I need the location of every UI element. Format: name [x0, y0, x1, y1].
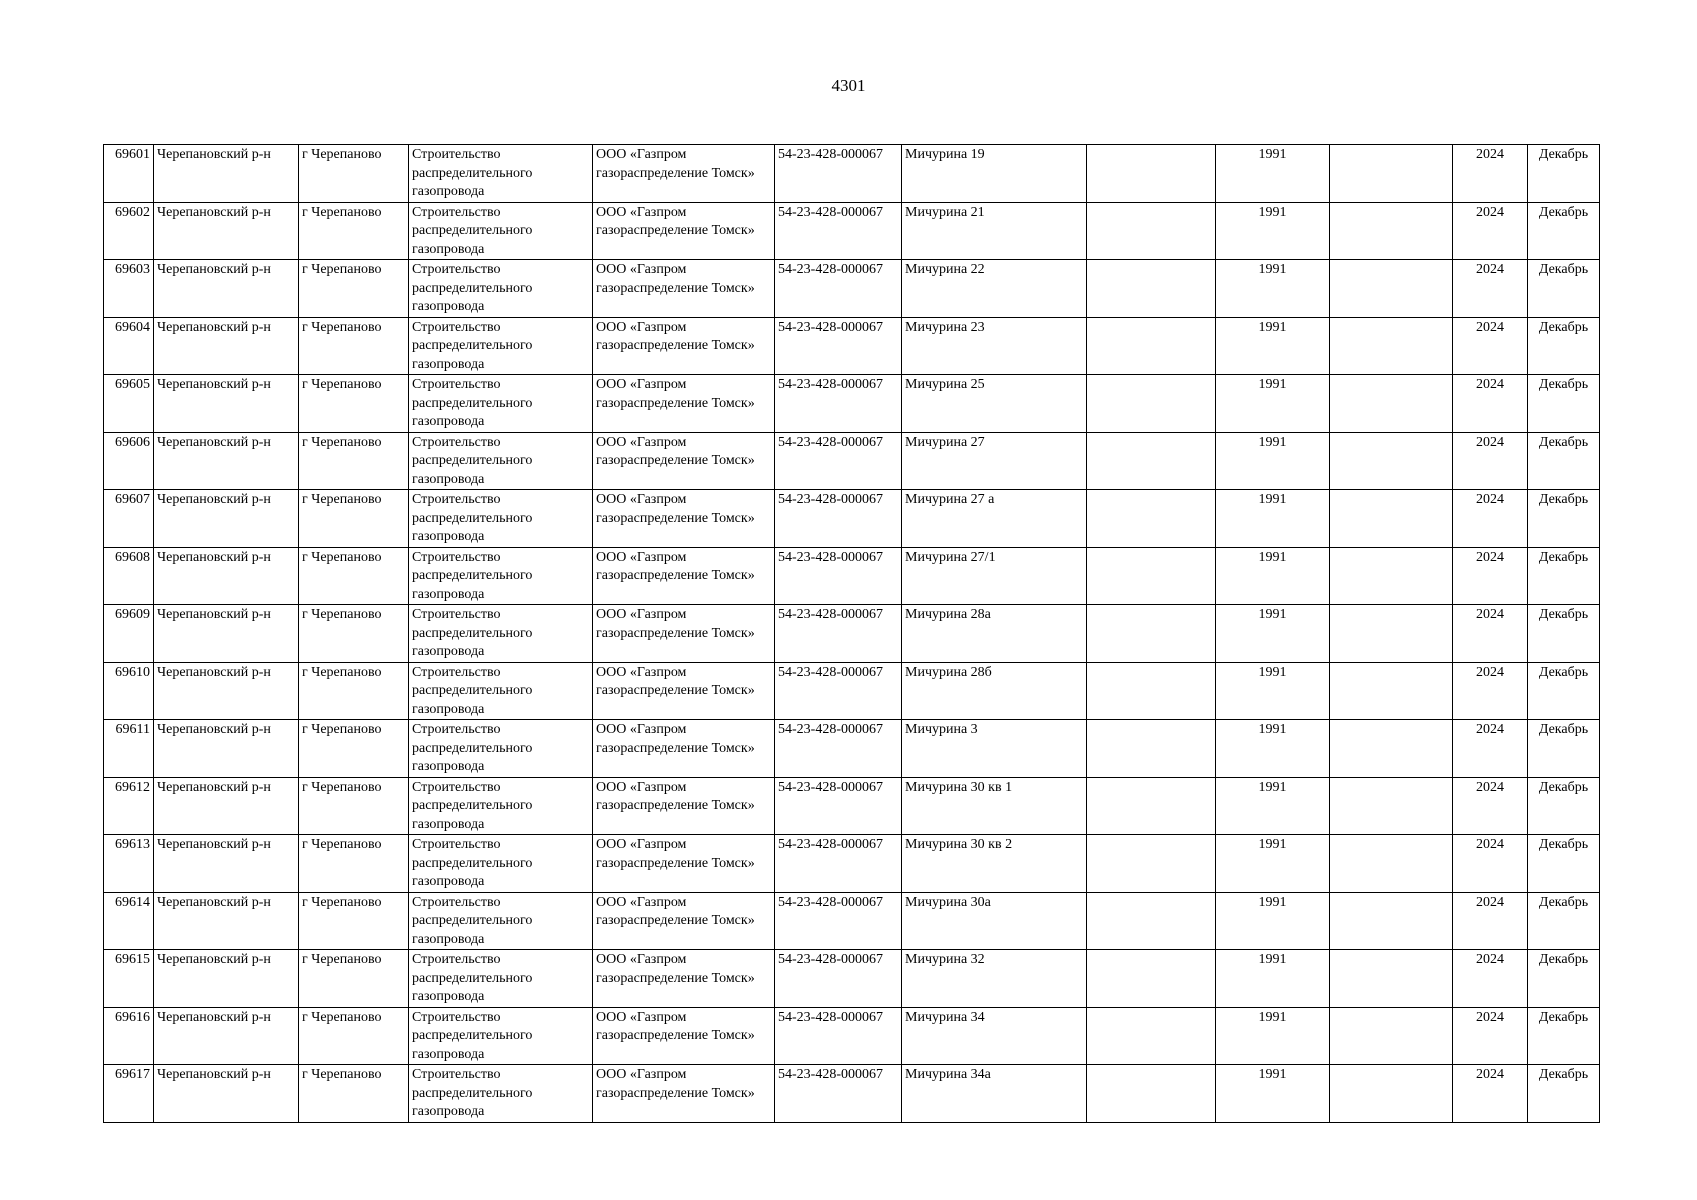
cell-year-built: 1991	[1216, 317, 1330, 375]
cell-year-plan: 2024	[1453, 375, 1528, 433]
cell-code: 54-23-428-000067	[775, 1065, 902, 1123]
cell-code: 54-23-428-000067	[775, 260, 902, 318]
cell-district: Черепановский р-н	[154, 375, 299, 433]
cell-address: Мичурина 27	[902, 432, 1087, 490]
cell-address: Мичурина 30 кв 1	[902, 777, 1087, 835]
cell-work: Строительство распределительного газопровода	[409, 1007, 593, 1065]
cell-empty	[1087, 835, 1216, 893]
cell-year-built: 1991	[1216, 547, 1330, 605]
registry-table	[103, 144, 1600, 1123]
cell-address: Мичурина 30 кв 2	[902, 835, 1087, 893]
cell-locality: г Черепаново	[299, 375, 409, 433]
table-row	[104, 605, 1600, 663]
registry-body	[104, 145, 1600, 1123]
cell-address: Мичурина 3	[902, 720, 1087, 778]
cell-work: Строительство распределительного газопровода	[409, 605, 593, 663]
cell-empty	[1330, 950, 1453, 1008]
cell-organization: ООО «Газпром газораспределение Томск»	[593, 202, 775, 260]
cell-empty	[1330, 777, 1453, 835]
cell-district: Черепановский р-н	[154, 490, 299, 548]
cell-empty	[1087, 1065, 1216, 1123]
cell-district: Черепановский р-н	[154, 835, 299, 893]
cell-organization: ООО «Газпром газораспределение Томск»	[593, 1007, 775, 1065]
cell-year-built: 1991	[1216, 260, 1330, 318]
cell-year-built: 1991	[1216, 892, 1330, 950]
cell-locality: г Черепаново	[299, 720, 409, 778]
cell-code: 54-23-428-000067	[775, 777, 902, 835]
cell-address: Мичурина 28а	[902, 605, 1087, 663]
cell-year-plan: 2024	[1453, 432, 1528, 490]
cell-id: 69615	[104, 950, 154, 1008]
cell-month: Декабрь	[1528, 662, 1600, 720]
cell-district: Черепановский р-н	[154, 260, 299, 318]
table-row	[104, 892, 1600, 950]
cell-year-built: 1991	[1216, 605, 1330, 663]
cell-year-built: 1991	[1216, 145, 1330, 203]
cell-organization: ООО «Газпром газораспределение Томск»	[593, 1065, 775, 1123]
cell-work: Строительство распределительного газопровода	[409, 835, 593, 893]
cell-month: Декабрь	[1528, 1065, 1600, 1123]
cell-work: Строительство распределительного газопровода	[409, 317, 593, 375]
cell-empty	[1330, 317, 1453, 375]
cell-work: Строительство распределительного газопровода	[409, 202, 593, 260]
cell-district: Черепановский р-н	[154, 605, 299, 663]
cell-organization: ООО «Газпром газораспределение Томск»	[593, 950, 775, 1008]
cell-empty	[1087, 777, 1216, 835]
cell-empty	[1087, 662, 1216, 720]
cell-code: 54-23-428-000067	[775, 950, 902, 1008]
cell-address: Мичурина 25	[902, 375, 1087, 433]
cell-organization: ООО «Газпром газораспределение Томск»	[593, 375, 775, 433]
cell-locality: г Черепаново	[299, 1065, 409, 1123]
cell-year-plan: 2024	[1453, 605, 1528, 663]
table-row	[104, 260, 1600, 318]
table-row	[104, 1065, 1600, 1123]
cell-month: Декабрь	[1528, 720, 1600, 778]
cell-year-plan: 2024	[1453, 950, 1528, 1008]
table-row	[104, 1007, 1600, 1065]
cell-month: Декабрь	[1528, 490, 1600, 548]
cell-empty	[1330, 145, 1453, 203]
cell-work: Строительство распределительного газопровода	[409, 547, 593, 605]
cell-month: Декабрь	[1528, 547, 1600, 605]
cell-empty	[1087, 432, 1216, 490]
cell-id: 69601	[104, 145, 154, 203]
cell-id: 69605	[104, 375, 154, 433]
cell-month: Декабрь	[1528, 605, 1600, 663]
cell-id: 69614	[104, 892, 154, 950]
cell-year-plan: 2024	[1453, 490, 1528, 548]
cell-address: Мичурина 22	[902, 260, 1087, 318]
page-number: 4301	[831, 76, 866, 95]
cell-organization: ООО «Газпром газораспределение Томск»	[593, 720, 775, 778]
cell-year-plan: 2024	[1453, 777, 1528, 835]
cell-locality: г Черепаново	[299, 202, 409, 260]
cell-id: 69611	[104, 720, 154, 778]
cell-empty	[1330, 662, 1453, 720]
cell-locality: г Черепаново	[299, 662, 409, 720]
cell-work: Строительство распределительного газопровода	[409, 1065, 593, 1123]
cell-year-built: 1991	[1216, 835, 1330, 893]
cell-locality: г Черепаново	[299, 892, 409, 950]
cell-work: Строительство распределительного газопровода	[409, 490, 593, 548]
cell-empty	[1330, 1007, 1453, 1065]
cell-year-plan: 2024	[1453, 892, 1528, 950]
cell-code: 54-23-428-000067	[775, 605, 902, 663]
cell-id: 69603	[104, 260, 154, 318]
cell-empty	[1087, 490, 1216, 548]
cell-empty	[1330, 892, 1453, 950]
cell-year-built: 1991	[1216, 375, 1330, 433]
cell-month: Декабрь	[1528, 145, 1600, 203]
cell-year-plan: 2024	[1453, 720, 1528, 778]
cell-empty	[1087, 892, 1216, 950]
cell-empty	[1087, 1007, 1216, 1065]
cell-district: Черепановский р-н	[154, 145, 299, 203]
cell-code: 54-23-428-000067	[775, 892, 902, 950]
cell-month: Декабрь	[1528, 892, 1600, 950]
cell-id: 69613	[104, 835, 154, 893]
cell-id: 69610	[104, 662, 154, 720]
cell-address: Мичурина 23	[902, 317, 1087, 375]
cell-code: 54-23-428-000067	[775, 202, 902, 260]
cell-empty	[1330, 835, 1453, 893]
cell-id: 69609	[104, 605, 154, 663]
table-row	[104, 777, 1600, 835]
cell-month: Декабрь	[1528, 375, 1600, 433]
cell-year-plan: 2024	[1453, 547, 1528, 605]
cell-organization: ООО «Газпром газораспределение Томск»	[593, 547, 775, 605]
cell-code: 54-23-428-000067	[775, 835, 902, 893]
cell-year-built: 1991	[1216, 202, 1330, 260]
table-row	[104, 317, 1600, 375]
cell-year-plan: 2024	[1453, 317, 1528, 375]
cell-empty	[1087, 547, 1216, 605]
cell-code: 54-23-428-000067	[775, 375, 902, 433]
table-row	[104, 835, 1600, 893]
cell-address: Мичурина 28б	[902, 662, 1087, 720]
cell-organization: ООО «Газпром газораспределение Томск»	[593, 490, 775, 548]
cell-district: Черепановский р-н	[154, 1065, 299, 1123]
cell-month: Декабрь	[1528, 950, 1600, 1008]
cell-id: 69602	[104, 202, 154, 260]
cell-locality: г Черепаново	[299, 1007, 409, 1065]
cell-code: 54-23-428-000067	[775, 490, 902, 548]
cell-locality: г Черепаново	[299, 490, 409, 548]
cell-year-built: 1991	[1216, 950, 1330, 1008]
table-row	[104, 662, 1600, 720]
table-row	[104, 202, 1600, 260]
cell-district: Черепановский р-н	[154, 317, 299, 375]
cell-locality: г Черепаново	[299, 432, 409, 490]
cell-organization: ООО «Газпром газораспределение Томск»	[593, 835, 775, 893]
cell-empty	[1330, 202, 1453, 260]
cell-empty	[1087, 317, 1216, 375]
table-row	[104, 720, 1600, 778]
cell-district: Черепановский р-н	[154, 777, 299, 835]
cell-id: 69604	[104, 317, 154, 375]
cell-id: 69607	[104, 490, 154, 548]
cell-organization: ООО «Газпром газораспределение Томск»	[593, 317, 775, 375]
cell-district: Черепановский р-н	[154, 202, 299, 260]
cell-work: Строительство распределительного газопровода	[409, 662, 593, 720]
cell-year-built: 1991	[1216, 432, 1330, 490]
cell-code: 54-23-428-000067	[775, 662, 902, 720]
cell-year-built: 1991	[1216, 1065, 1330, 1123]
cell-work: Строительство распределительного газопровода	[409, 375, 593, 433]
cell-year-plan: 2024	[1453, 145, 1528, 203]
cell-month: Декабрь	[1528, 260, 1600, 318]
cell-work: Строительство распределительного газопровода	[409, 145, 593, 203]
cell-address: Мичурина 34	[902, 1007, 1087, 1065]
cell-id: 69612	[104, 777, 154, 835]
cell-month: Декабрь	[1528, 317, 1600, 375]
cell-address: Мичурина 30а	[902, 892, 1087, 950]
cell-address: Мичурина 32	[902, 950, 1087, 1008]
cell-empty	[1330, 432, 1453, 490]
cell-work: Строительство распределительного газопровода	[409, 720, 593, 778]
cell-code: 54-23-428-000067	[775, 432, 902, 490]
cell-code: 54-23-428-000067	[775, 145, 902, 203]
cell-year-built: 1991	[1216, 662, 1330, 720]
cell-empty	[1087, 260, 1216, 318]
cell-work: Строительство распределительного газопровода	[409, 432, 593, 490]
cell-locality: г Черепаново	[299, 950, 409, 1008]
cell-work: Строительство распределительного газопровода	[409, 892, 593, 950]
cell-month: Декабрь	[1528, 835, 1600, 893]
cell-empty	[1087, 145, 1216, 203]
cell-address: Мичурина 27 а	[902, 490, 1087, 548]
cell-year-plan: 2024	[1453, 662, 1528, 720]
cell-district: Черепановский р-н	[154, 892, 299, 950]
cell-district: Черепановский р-н	[154, 547, 299, 605]
cell-code: 54-23-428-000067	[775, 317, 902, 375]
cell-id: 69608	[104, 547, 154, 605]
cell-locality: г Черепаново	[299, 835, 409, 893]
cell-year-built: 1991	[1216, 720, 1330, 778]
cell-empty	[1087, 950, 1216, 1008]
cell-organization: ООО «Газпром газораспределение Томск»	[593, 432, 775, 490]
cell-year-plan: 2024	[1453, 835, 1528, 893]
cell-organization: ООО «Газпром газораспределение Томск»	[593, 777, 775, 835]
cell-year-built: 1991	[1216, 777, 1330, 835]
cell-year-plan: 2024	[1453, 1065, 1528, 1123]
cell-work: Строительство распределительного газопровода	[409, 777, 593, 835]
cell-address: Мичурина 34а	[902, 1065, 1087, 1123]
cell-organization: ООО «Газпром газораспределение Томск»	[593, 260, 775, 318]
table-row	[104, 145, 1600, 203]
cell-locality: г Черепаново	[299, 260, 409, 318]
table-row	[104, 950, 1600, 1008]
cell-locality: г Черепаново	[299, 777, 409, 835]
cell-locality: г Черепаново	[299, 317, 409, 375]
cell-month: Декабрь	[1528, 202, 1600, 260]
cell-empty	[1330, 720, 1453, 778]
cell-district: Черепановский р-н	[154, 432, 299, 490]
cell-district: Черепановский р-н	[154, 662, 299, 720]
cell-work: Строительство распределительного газопровода	[409, 950, 593, 1008]
cell-empty	[1087, 720, 1216, 778]
cell-id: 69617	[104, 1065, 154, 1123]
cell-id: 69606	[104, 432, 154, 490]
table-row	[104, 490, 1600, 548]
cell-empty	[1330, 490, 1453, 548]
cell-empty	[1087, 375, 1216, 433]
cell-address: Мичурина 19	[902, 145, 1087, 203]
cell-empty	[1330, 605, 1453, 663]
cell-month: Декабрь	[1528, 432, 1600, 490]
cell-organization: ООО «Газпром газораспределение Томск»	[593, 662, 775, 720]
table-row	[104, 375, 1600, 433]
cell-empty	[1087, 605, 1216, 663]
cell-district: Черепановский р-н	[154, 1007, 299, 1065]
cell-code: 54-23-428-000067	[775, 547, 902, 605]
cell-month: Декабрь	[1528, 1007, 1600, 1065]
cell-empty	[1330, 1065, 1453, 1123]
cell-code: 54-23-428-000067	[775, 1007, 902, 1065]
cell-organization: ООО «Газпром газораспределение Томск»	[593, 892, 775, 950]
cell-locality: г Черепаново	[299, 547, 409, 605]
cell-locality: г Черепаново	[299, 145, 409, 203]
cell-work: Строительство распределительного газопровода	[409, 260, 593, 318]
cell-address: Мичурина 27/1	[902, 547, 1087, 605]
cell-address: Мичурина 21	[902, 202, 1087, 260]
cell-id: 69616	[104, 1007, 154, 1065]
cell-locality: г Черепаново	[299, 605, 409, 663]
cell-year-plan: 2024	[1453, 1007, 1528, 1065]
cell-month: Декабрь	[1528, 777, 1600, 835]
cell-empty	[1330, 260, 1453, 318]
cell-organization: ООО «Газпром газораспределение Томск»	[593, 605, 775, 663]
cell-district: Черепановский р-н	[154, 720, 299, 778]
cell-year-built: 1991	[1216, 490, 1330, 548]
cell-year-built: 1991	[1216, 1007, 1330, 1065]
cell-organization: ООО «Газпром газораспределение Томск»	[593, 145, 775, 203]
table-row	[104, 432, 1600, 490]
cell-empty	[1330, 547, 1453, 605]
cell-year-plan: 2024	[1453, 260, 1528, 318]
table-row	[104, 547, 1600, 605]
cell-code: 54-23-428-000067	[775, 720, 902, 778]
cell-empty	[1087, 202, 1216, 260]
cell-empty	[1330, 375, 1453, 433]
cell-district: Черепановский р-н	[154, 950, 299, 1008]
cell-year-plan: 2024	[1453, 202, 1528, 260]
